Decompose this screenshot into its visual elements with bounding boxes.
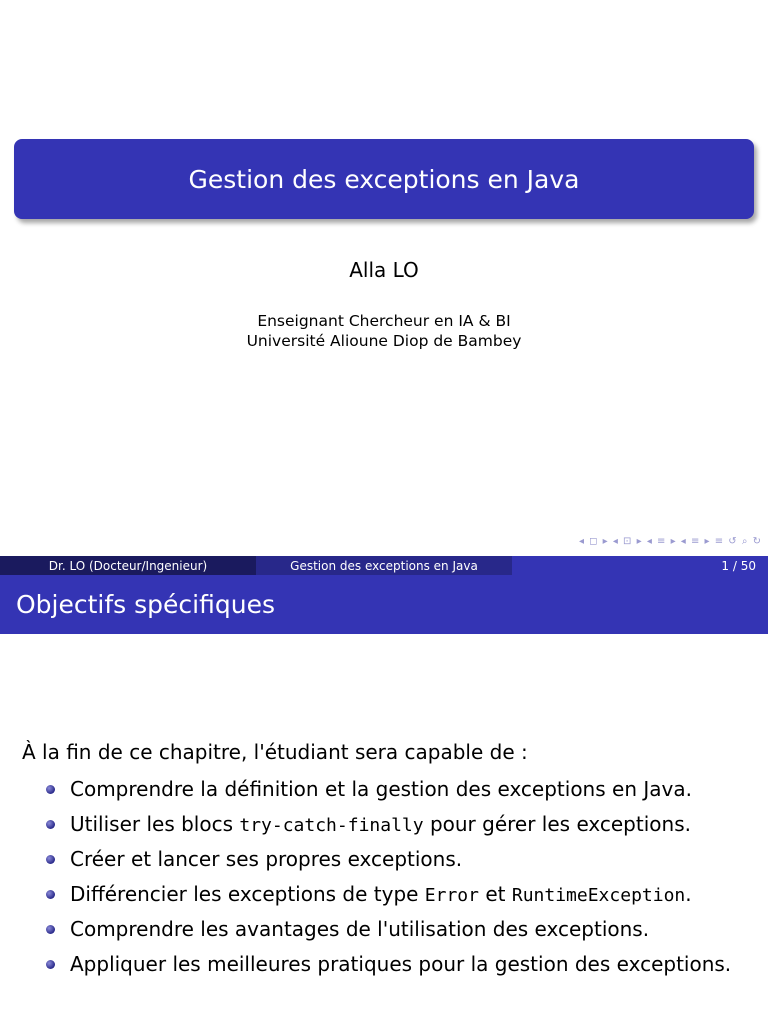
bullet-icon [46, 820, 55, 829]
bullet-icon [46, 960, 55, 969]
institution-line-2: Université Alioune Diop de Bambey [246, 332, 522, 350]
list-item: Comprendre la définition et la gestion des exceptions en Java. [0, 773, 768, 808]
beamer-navigation-icons[interactable]: ◂ ◻ ▸ ◂ ⊡ ▸ ◂ ≡ ▸ ◂ ≡ ▸ ≡ ↺ ⌕ ↻ [578, 536, 762, 547]
bullet-icon [46, 855, 55, 864]
list-item: Appliquer les meilleures pratiques pour la gestion des exceptions. [0, 948, 768, 983]
author-name: Alla LO [349, 258, 419, 282]
slide-footer [0, 556, 768, 575]
list-item: Créer et lancer ses propres exceptions. [0, 843, 768, 878]
footer-author: Dr. LO (Docteur/Ingenieur) [0, 556, 256, 575]
bullet-icon [46, 785, 55, 794]
slide-title: Gestion des exceptions en Java [188, 164, 580, 194]
list-item: Différencier les exceptions de type Error et RuntimeException. [0, 878, 768, 913]
footer-page-number: 1 / 50 [512, 556, 768, 575]
objectives-list [0, 773, 768, 983]
bullet-icon [46, 890, 55, 899]
footer-title: Gestion des exceptions en Java [256, 556, 512, 575]
frame-title: Objectifs spécifiques [0, 575, 768, 634]
bullet-icon [46, 925, 55, 934]
list-item: Utiliser les blocs try-catch-finally pour gérer les exceptions. [0, 808, 768, 843]
institution-line-1: Enseignant Chercheur en IA & BI [257, 312, 511, 330]
title-box [14, 139, 754, 219]
intro-text: À la fin de ce chapitre, l'étudiant sera capable de : [22, 740, 528, 764]
list-item: Comprendre les avantages de l'utilisation des exceptions. [0, 913, 768, 948]
